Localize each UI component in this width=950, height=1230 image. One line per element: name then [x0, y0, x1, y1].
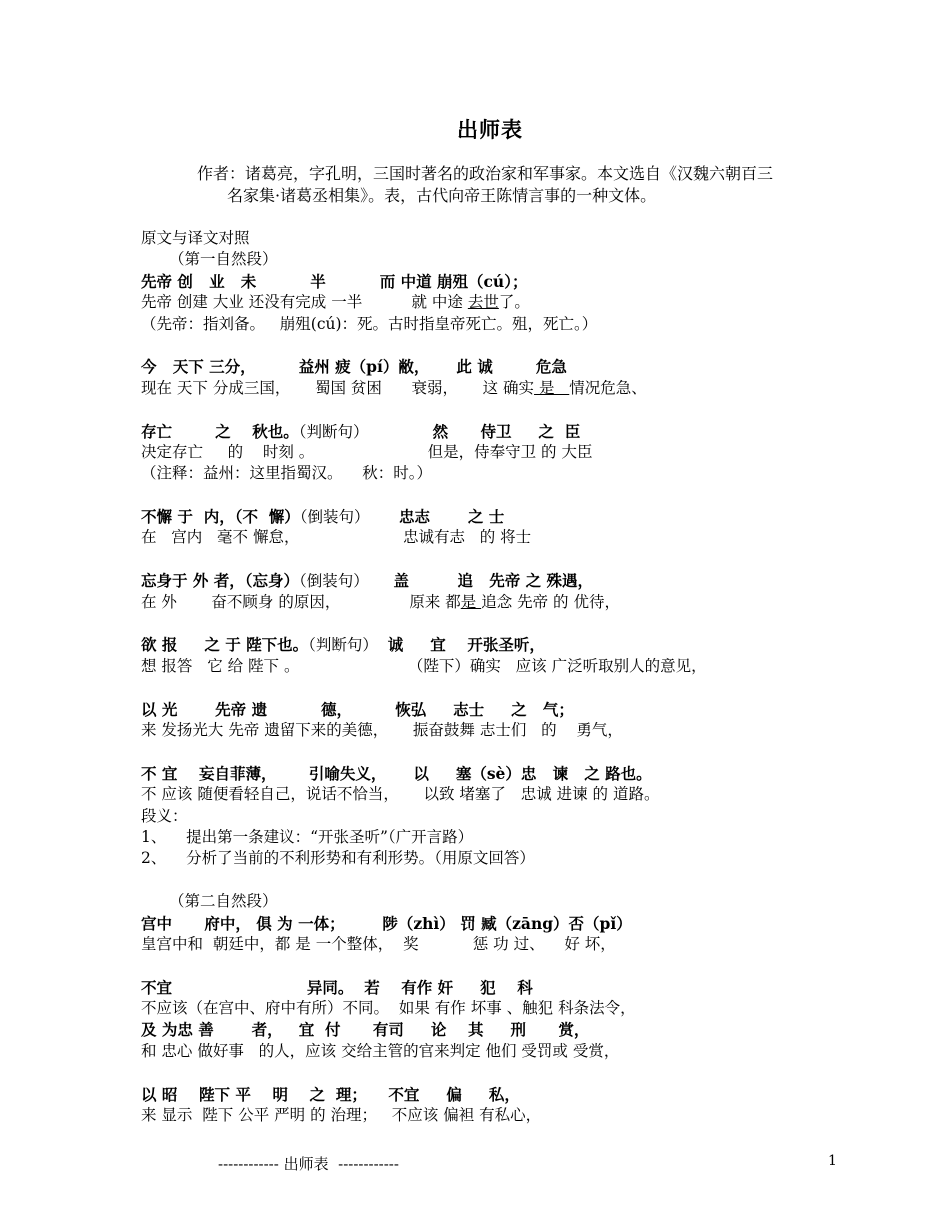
translation-line: 来 显示 陛下 公平 严明 的 治理； 不应该 偏袒 有私心， — [141, 1106, 542, 1125]
intro-line-2: 名家集·诸葛丞相集》。表，古代向帝王陈情言事的一种文体。 — [227, 186, 657, 205]
translation-line: 不 应该 随便看轻自己，说话不恰当， 以致 堵塞了 忠诚 进谏 的 道路。 — [141, 785, 660, 804]
meaning-item: 2、 分析了当前的不利形势和有利形势。（用原文回答） — [141, 849, 535, 868]
page-number: 1 — [828, 1153, 837, 1169]
translation-line: 皇宫中和 朝廷中，都 是 一个整体， 奖 惩 功 过、 好 坏， — [141, 934, 616, 953]
translation-line: 和 忠心 做好事 的人，应该 交给主管的官来判定 他们 受罚或 受赏， — [141, 1041, 620, 1060]
original-line: 不宜 异同。 若 有作 奸 犯 科 — [141, 977, 533, 997]
translation-line: 现在 天下 分成三国， 蜀国 贫困 衰弱， 这 确实 是 情况危急、 — [141, 378, 647, 397]
original-line: 先帝 创 业 未 半 而 中道 崩殂（cú）； — [141, 271, 528, 291]
intro-line-1: 作者：诸葛亮，字孔明，三国时著名的政治家和军事家。本文选自《汉魏六朝百三 — [197, 164, 774, 183]
annotation-line: （先帝：指刘备。 崩殂(cú)：死。古时指皇帝死亡。殂，死亡。） — [141, 314, 598, 333]
translation-line: 在 外 奋不顾身 的原因， 原来 都是 追念 先帝 的 优待， — [141, 592, 620, 611]
original-line: 不懈 于 内，（不 懈）（倒装句） 忠志 之 士 — [141, 507, 505, 527]
section-heading: 原文与译文对照 — [141, 229, 250, 247]
page-footer: ------------ 出师表 ------------ — [218, 1155, 399, 1173]
paragraph-1-label: （第一自然段） — [169, 250, 278, 269]
original-line: 宫中 府中， 俱 为 一体； 陟（zhì） 罚 臧（zāng）否（pǐ） — [141, 913, 632, 933]
original-line: 及 为忠 善 者， 宜 付 有司 论 其 刑 赏， — [141, 1020, 590, 1040]
annotation-line: （注释：益州：这里指蜀汉。 秋：时。） — [141, 464, 432, 483]
original-line: 存亡 之 秋也。（判断句） 然 侍卫 之 臣 — [141, 421, 581, 441]
text-body — [141, 228, 841, 1126]
original-line: 今 天下 三分， 益州 疲（pí）敝， 此 诚 危急 — [141, 357, 567, 377]
meaning-item: 1、 提出第一条建议：“开张圣听”（广开言路） — [141, 827, 474, 846]
translation-line: 先帝 创建 大业 还没有完成 一半 就 中途 去世了。 — [141, 293, 530, 312]
translation-line: 在 宫内 毫不 懈怠， 忠诚有志 的 将士 — [141, 528, 532, 547]
original-line: 以 昭 陛下 平 明 之 理； 不宜 偏 私， — [141, 1084, 520, 1104]
original-line: 欲 报 之 于 陛下也。（判断句） 诚 宜 开张圣听， — [141, 635, 545, 655]
page-title: 出师表 — [457, 117, 523, 142]
paragraph-2-label: （第二自然段） — [169, 892, 278, 911]
meaning-heading: 段义： — [141, 806, 188, 825]
translation-line: 来 发扬光大 先帝 遗留下来的美德， 振奋鼓舞 志士们 的 勇气， — [141, 720, 623, 739]
translation-line: 决定存亡 的 时刻 。 但是，侍奉守卫 的 大臣 — [141, 442, 593, 461]
translation-line: 想 报答 它 给 陛下 。 （陛下）确实 应该 广泛听取别人的意见， — [141, 656, 707, 675]
translation-line: 不应该（在宫中、府中有所）不同。 如果 有作 坏事 、触犯 科条法令， — [141, 999, 636, 1018]
original-line: 不 宜 妄自菲薄， 引喻失义， 以 塞（sè）忠 谏 之 路也。 — [141, 763, 652, 783]
original-line: 以 光 先帝 遗 德， 恢弘 志士 之 气； — [141, 699, 574, 719]
original-line: 忘身于 外 者，（忘身）（倒装句） 盖 追 先帝 之 殊遇， — [141, 571, 593, 591]
author-intro — [197, 163, 847, 207]
